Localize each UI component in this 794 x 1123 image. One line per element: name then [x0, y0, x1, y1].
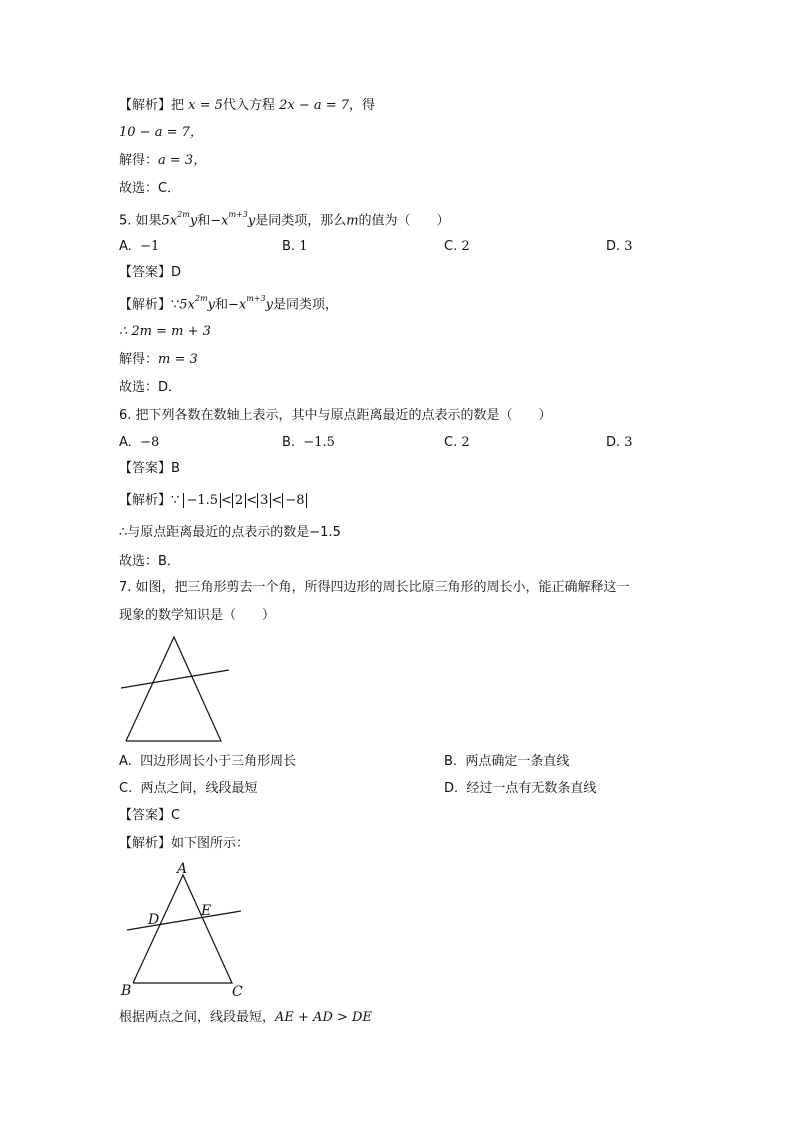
abs-value: −8	[282, 493, 307, 508]
label-a: A	[177, 861, 188, 877]
q6-answer: 【答案】B	[119, 461, 180, 476]
q7-option-b: B. 两点确定一条直线	[444, 754, 570, 769]
q5-option-b: B. 1	[282, 239, 308, 254]
q4-explanation-line1: 【解析】把 x = 5代入方程 2x − a = 7，得	[119, 98, 376, 113]
q7-explanation-figure	[115, 857, 255, 1000]
q5-explanation-line2: ∴ 2m = m + 3	[119, 324, 211, 339]
q5-explanation-line3: 解得：m = 3	[119, 352, 198, 367]
abs-value: −1.5	[183, 493, 221, 508]
q6-option-c: C. 2	[444, 435, 470, 450]
cut-line	[127, 911, 241, 930]
q5-choice-line: 故选：D．	[119, 380, 182, 395]
q7-conclusion: 根据两点之间，线段最短，AE + AD > DE	[119, 1010, 372, 1025]
q7-option-d: D. 经过一点有无数条直线	[444, 781, 597, 796]
q4-explanation-line3: 解得：a = 3，	[119, 153, 207, 168]
q6-explanation-line1: 【解析】∵ −1.5 < 2 < 3 < −8	[119, 491, 307, 511]
q6-stem: 6. 把下列各数在数轴上表示，其中与原点距离最近的点表示的数是（ ）	[119, 408, 552, 423]
label-e: E	[201, 903, 212, 919]
q7-explanation-line1: 【解析】如下图所示：	[119, 836, 250, 851]
q5-option-c: C. 2	[444, 239, 470, 254]
q5-stem: 5. 如果$5x^{2m}y$和$-x^{m+3}y$是同类项，那么m的值为（ ）	[119, 210, 450, 229]
q5-option-a: A. −1	[119, 239, 160, 254]
q6-choice-line: 故选：B．	[119, 554, 180, 569]
q7-stem-line2: 现象的数学知识是（ ）	[119, 608, 276, 623]
triangle	[133, 875, 232, 983]
q5-answer: 【答案】D	[119, 265, 182, 280]
label-c: C	[232, 984, 243, 1000]
label-b: B	[121, 983, 132, 999]
q7-option-a: A. 四边形周长小于三角形周长	[119, 754, 297, 769]
label-d: D	[148, 912, 160, 928]
abs-value: 3	[257, 493, 271, 508]
q7-option-c: C. 两点之间，线段最短	[119, 781, 258, 796]
triangle	[126, 637, 221, 741]
q7-question-figure	[115, 633, 255, 768]
q5-option-d: D. 3	[606, 239, 633, 254]
cut-line	[121, 670, 229, 688]
q6-option-d: D. 3	[606, 435, 633, 450]
explanation-tag: 【解析】	[119, 98, 172, 113]
q6-explanation-line2: ∴与原点距离最近的点表示的数是−1.5	[119, 525, 341, 540]
q7-stem-line1: 7. 如图，把三角形剪去一个角，所得四边形的周长比原三角形的周长小，能正确解释这一	[119, 580, 630, 595]
abs-value: 2	[232, 493, 246, 508]
q7-answer: 【答案】C	[119, 808, 181, 823]
q6-option-b: B. −1.5	[282, 435, 335, 450]
q4-explanation-line2: 10 − a = 7，	[119, 125, 203, 140]
q4-choice-line: 故选：C．	[119, 181, 181, 196]
q6-option-a: A. −8	[119, 435, 160, 450]
q5-explanation-line1: 【解析】$\because 5x^{2m}y$和$-x^{m+3}y$是同类项，	[119, 294, 338, 313]
